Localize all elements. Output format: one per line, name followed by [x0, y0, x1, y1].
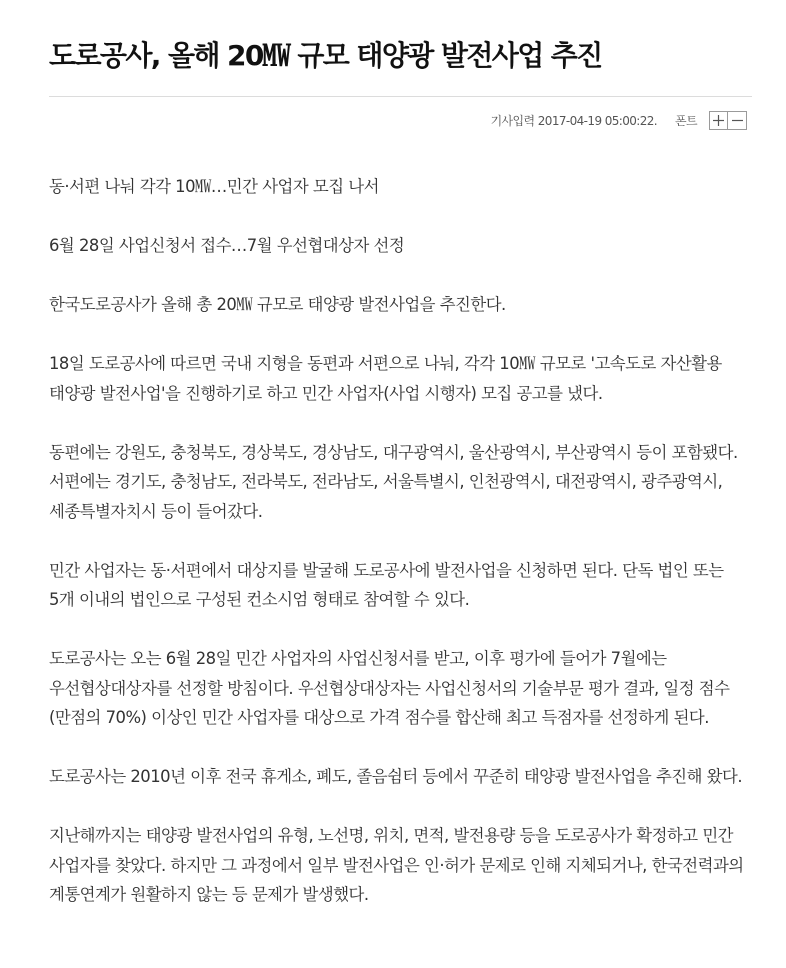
article-paragraph: 18일 도로공사에 따르면 국내 지형을 동편과 서편으로 나눠, 각각 10㎿ 규모로 '고속도로 자산활용 태양광 발전사업'을 진행하기로 하고 민간 사업자(사업 시행자) 모집 공고를 냈다. [49, 354, 722, 403]
article-paragraph: 민간 사업자는 동·서편에서 대상지를 발굴해 도로공사에 발전사업을 신청하면 된다. 단독 법인 또는 5개 이내의 법인으로 구성된 컨소시엄 형태로 참여할 수 있다. [49, 560, 724, 609]
article-paragraph: 도로공사는 2010년 이후 전국 휴게소, 폐도, 졸음쉼터 등에서 꾸준히 태양광 발전사업을 추진해 왔다. [49, 767, 743, 786]
article-paragraph: 지난해까지는 태양광 발전사업의 유형, 노선명, 위치, 면적, 발전용량 등을 도로공사가 확정하고 민간 사업자를 찾았다. 하지만 그 과정에서 일부 발전사업은 인·허가 문제로 인해 지체되거나, 한국전력과의 계통연계가 원활하지 않는 등 문제가 발생했다. [49, 826, 744, 904]
article-paragraph: 동편에는 강원도, 충청북도, 경상북도, 경상남도, 대구광역시, 울산광역시, 부산광역시 등이 포함됐다. 서편에는 경기도, 충청남도, 전라북도, 전라남도, 서울특별시, 인천광역시, 대전광역시, 광주광역시, 세종특별자치시 등이 들어갔다. [49, 442, 738, 521]
article [49, 0, 752, 904]
article-subtitle-2: 6월 28일 사업신청서 접수…7월 우선협대상자 선정 [49, 236, 405, 255]
plus-icon [712, 114, 725, 127]
article-headline: 도로공사, 올해 20㎿ 규모 태양광 발전사업 추진 [49, 39, 602, 72]
published-date: 기사입력 2017-04-19 05:00:22. [490, 113, 658, 128]
font-decrease-button[interactable] [728, 111, 747, 130]
article-paragraph: 한국도로공사가 올해 총 20㎿ 규모로 태양광 발전사업을 추진한다. [49, 295, 506, 314]
article-subtitle-1: 동·서편 나눠 각각 10㎿…민간 사업자 모집 나서 [49, 177, 379, 196]
article-paragraph: 도로공사는 오는 6월 28일 민간 사업자의 사업신청서를 받고, 이후 평가에 들어가 7월에는 우선협상대상자를 선정할 방침이다. 우선협상대상자는 사업신청서의 기술부문 평가 결과, 일정 점수(만점의 70%) 이상인 민간 사업자를 대상으로 가격 점수를 합산해 최고 득점자를 선정하게 된다. [49, 649, 730, 727]
headline-divider [49, 96, 752, 97]
article-meta-bar [491, 108, 747, 132]
font-size-label: 폰트 [675, 113, 697, 128]
font-increase-button[interactable] [709, 111, 728, 130]
minus-icon [731, 114, 744, 127]
article-body [49, 172, 752, 939]
